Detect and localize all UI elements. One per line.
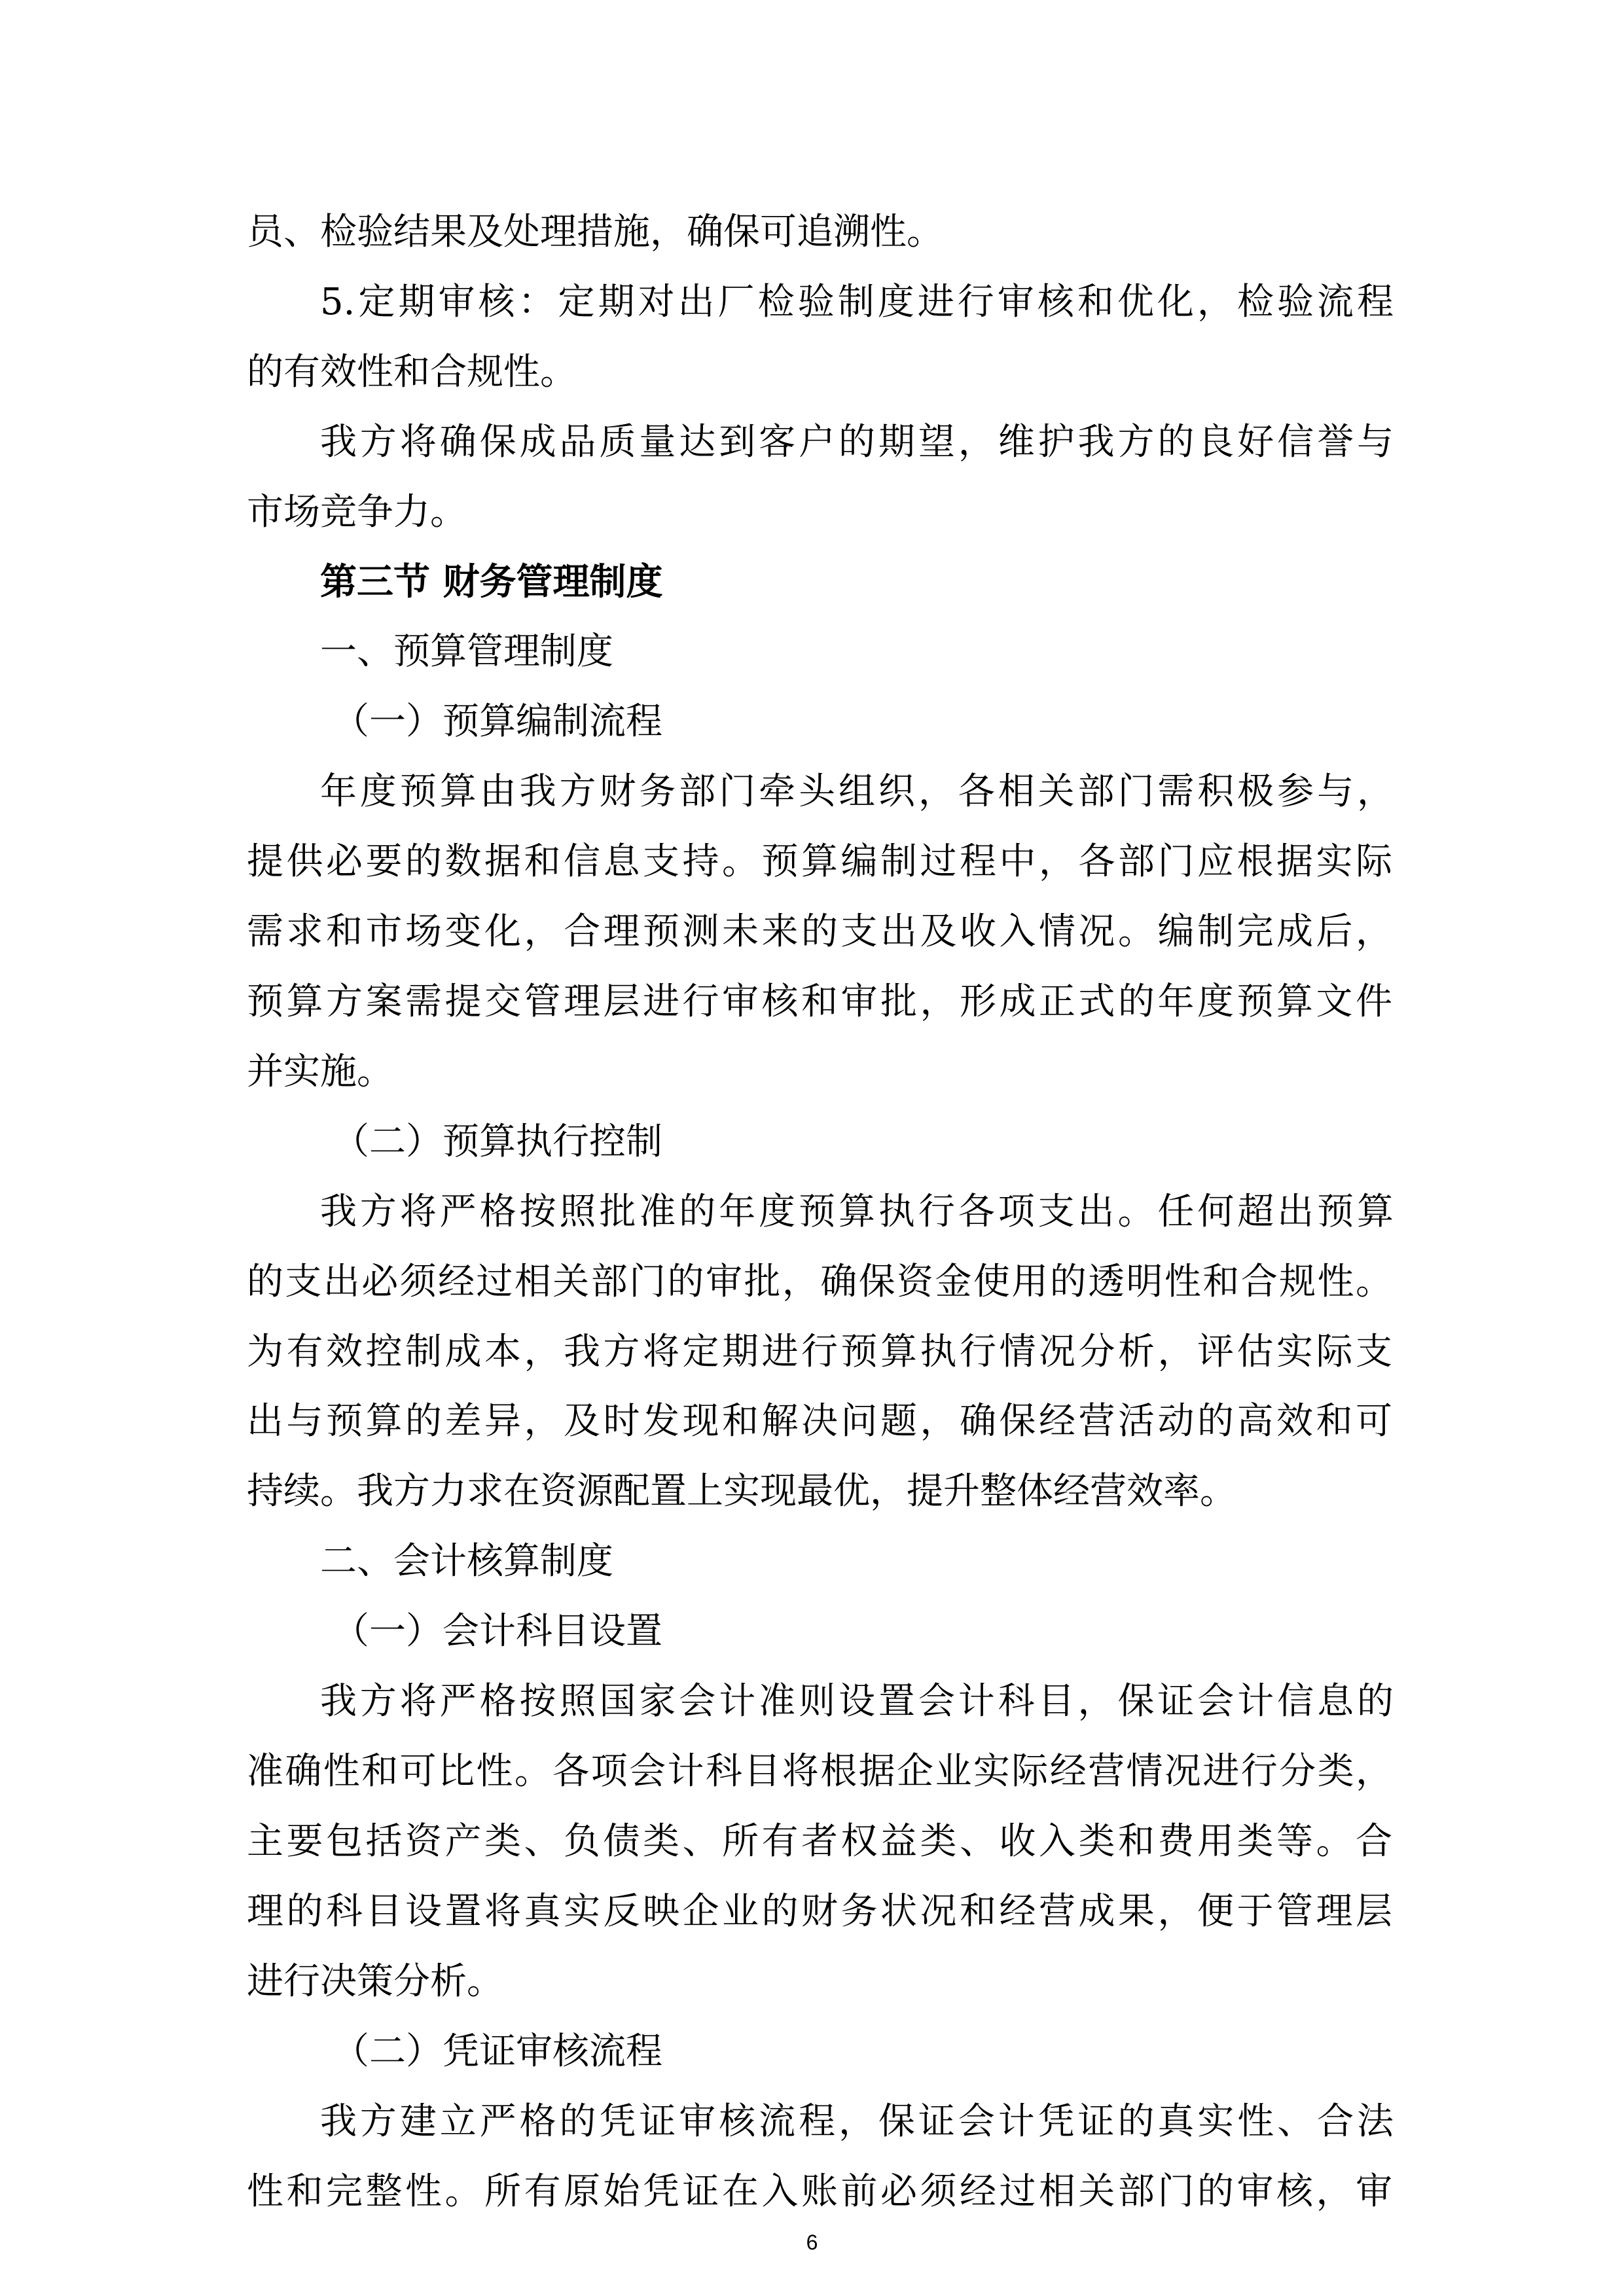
body-text-line: 理的科目设置将真实反映企业的财务状况和经营成果，便于管理层 bbox=[247, 1890, 1392, 1933]
body-text-line: 的有效性和合规性。 bbox=[247, 351, 577, 393]
body-text-line: 预算方案需提交管理层进行审核和审批，形成正式的年度预算文件 bbox=[247, 980, 1392, 1023]
sub-subsection-heading: （二）预算执行控制 bbox=[333, 1121, 662, 1163]
body-text-line: 年度预算由我方财务部门牵头组织，各相关部门需积极参与， bbox=[320, 770, 1394, 813]
body-text-line: 我方将严格按照批准的年度预算执行各项支出。任何超出预算 bbox=[320, 1191, 1394, 1233]
body-text-line: 持续。我方力求在资源配置上实现最优，提升整体经营效率。 bbox=[247, 1470, 1236, 1513]
subsection-heading: 二、会计核算制度 bbox=[320, 1540, 613, 1583]
section-heading: 第三节 财务管理制度 bbox=[320, 561, 663, 603]
body-text-line: 市场竞争力。 bbox=[247, 491, 467, 533]
body-text-line: 我方将确保成品质量达到客户的期望，维护我方的良好信誉与 bbox=[320, 421, 1394, 463]
page-number: 6 bbox=[806, 2231, 818, 2254]
body-text-line: 性和完整性。所有原始凭证在入账前必须经过相关部门的审核，审 bbox=[247, 2170, 1392, 2213]
body-text-line: 进行决策分析。 bbox=[247, 1960, 503, 2003]
body-text-line: 准确性和可比性。各项会计科目将根据企业实际经营情况进行分类， bbox=[247, 1750, 1392, 1793]
body-text-line: 并实施。 bbox=[247, 1050, 393, 1093]
body-text-line: 5.定期审核：定期对出厂检验制度进行审核和优化，检验流程 bbox=[320, 281, 1394, 323]
subsection-heading: 一、预算管理制度 bbox=[320, 630, 613, 673]
body-text-line: 主要包括资产类、负债类、所有者权益类、收入类和费用类等。合 bbox=[247, 1820, 1392, 1863]
body-text-line: 提供必要的数据和信息支持。预算编制过程中，各部门应根据实际 bbox=[247, 840, 1392, 883]
body-text-line: 的支出必须经过相关部门的审批，确保资金使用的透明性和合规性。 bbox=[247, 1261, 1392, 1303]
body-text-line: 员、检验结果及处理措施，确保可追溯性。 bbox=[247, 211, 943, 253]
body-text-line: 出与预算的差异，及时发现和解决问题，确保经营活动的高效和可 bbox=[247, 1400, 1392, 1443]
body-text-line: 我方将严格按照国家会计准则设置会计科目，保证会计信息的 bbox=[320, 1680, 1394, 1723]
body-text-line: 我方建立严格的凭证审核流程，保证会计凭证的真实性、合法 bbox=[320, 2100, 1394, 2143]
sub-subsection-heading: （一）预算编制流程 bbox=[333, 700, 662, 743]
body-text-line: 需求和市场变化，合理预测未来的支出及收入情况。编制完成后， bbox=[247, 910, 1392, 953]
body-text-line: 为有效控制成本，我方将定期进行预算执行情况分析，评估实际支 bbox=[247, 1331, 1392, 1373]
sub-subsection-heading: （一）会计科目设置 bbox=[333, 1610, 662, 1653]
sub-subsection-heading: （二）凭证审核流程 bbox=[333, 2030, 662, 2073]
